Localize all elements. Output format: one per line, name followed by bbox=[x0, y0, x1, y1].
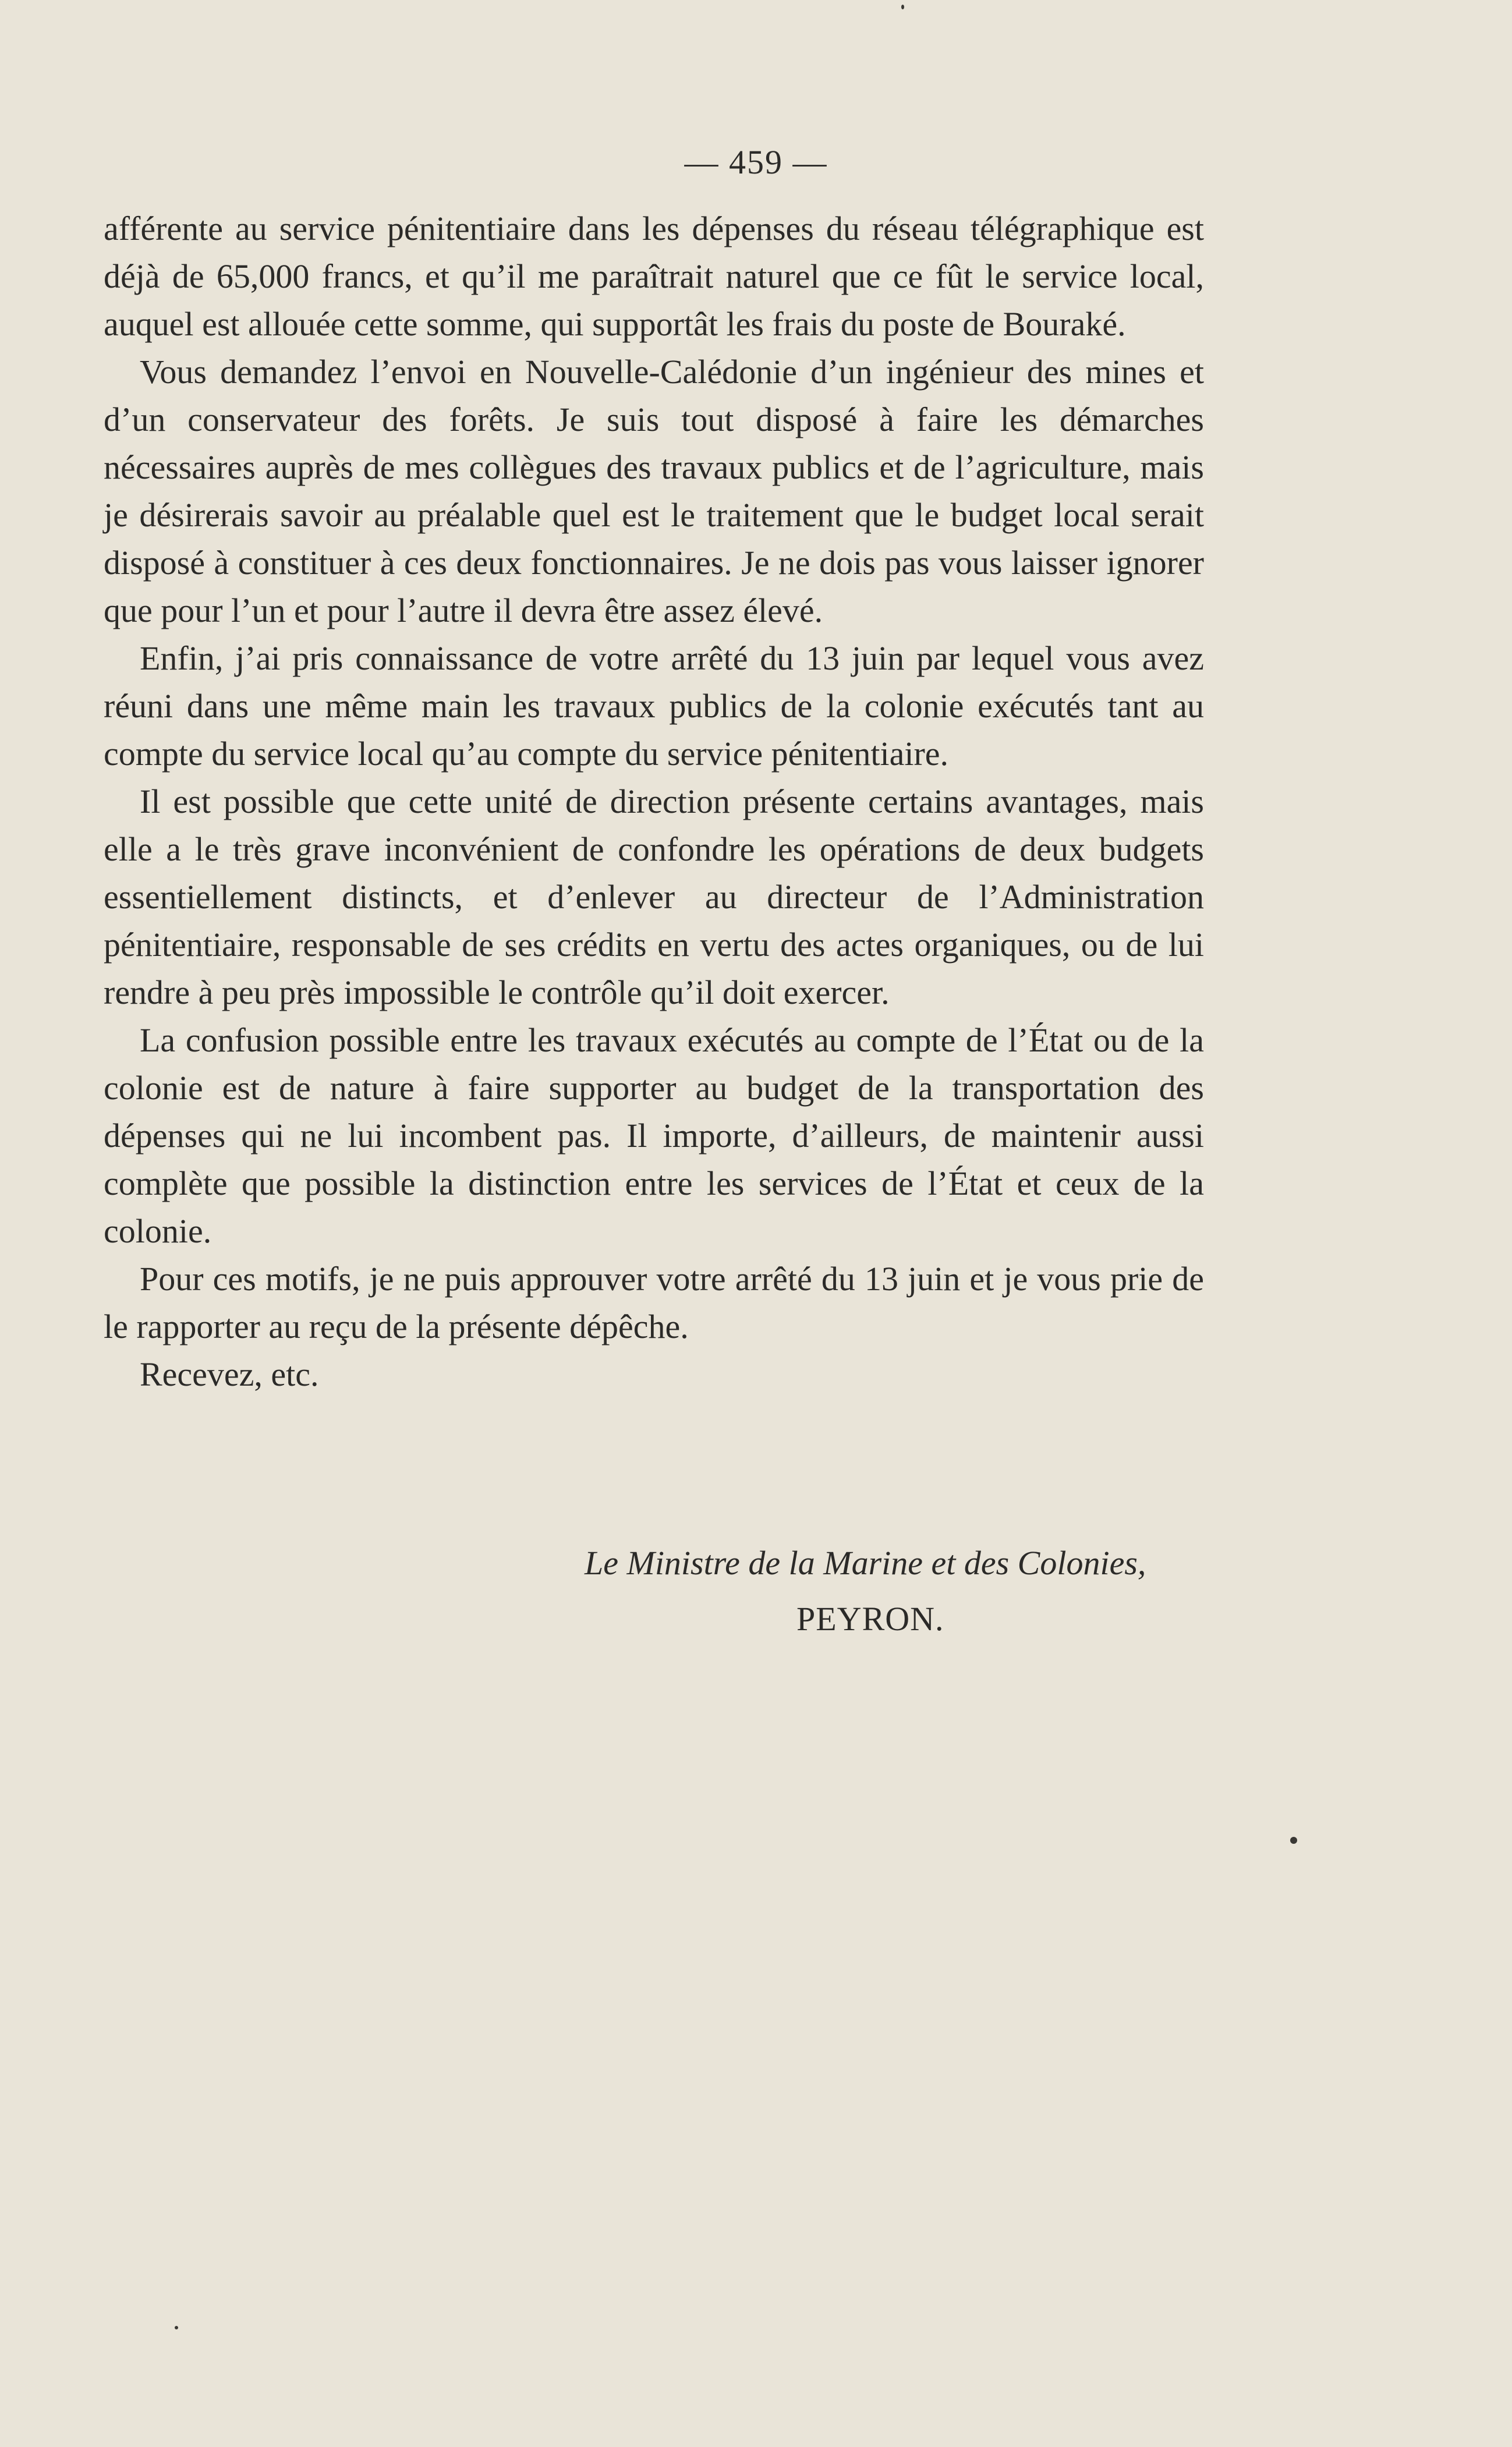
ink-speck bbox=[175, 2326, 178, 2329]
paragraph-6: Pour ces motifs, je ne puis approuver votre arrêté du 13 juin et je vous prie de le rapporter au reçu de la présente dépêche. bbox=[104, 1260, 1204, 1345]
signature-title: Le Ministre de la Marine et des Colonies, bbox=[585, 1544, 1146, 1582]
signature-block bbox=[0, 1537, 1512, 1645]
paragraph-5: La confusion possible entre les travaux exécutés au compte de l’État ou de la colonie est de nature à faire supporter au budget de la transportation des dépenses qui ne lui incombent pas. Il importe, d’ailleurs, de maintenir aussi complète que possible la distinction entre les services de l’État et ceux de la colonie. bbox=[104, 1021, 1204, 1250]
paragraph-7: Recevez, etc. bbox=[140, 1355, 319, 1393]
ink-speck bbox=[1290, 1837, 1297, 1844]
paragraph-1: afférente au service pénitentiaire dans les dépenses du réseau télégraphique est déjà de 65,000 francs, et qu’il me paraîtrait naturel que ce fût le service local, auquel est allouée cette somme, qui supportât les frais du poste de Bouraké. bbox=[104, 210, 1204, 343]
signature-name: PEYRON. bbox=[796, 1600, 944, 1638]
letter-body bbox=[104, 205, 1204, 1398]
ink-speck bbox=[901, 5, 904, 9]
page-number: — 459 — bbox=[684, 143, 828, 181]
paragraph-2: Vous demandez l’envoi en Nouvelle-Calédonie d’un ingénieur des mines et d’un conservateur des forêts. Je suis tout disposé à faire les démarches nécessaires auprès de mes collègues des travaux publics et de l’agriculture, mais je désirerais savoir au préalable quel est le traitement que le budget local serait disposé à constituer à ces deux fonctionnaires. Je ne dois pas vous laisser ignorer que pour l’un et pour l’autre il devra être assez élevé. bbox=[104, 353, 1204, 629]
paragraph-3: Enfin, j’ai pris connaissance de votre arrêté du 13 juin par lequel vous avez réuni dans une même main les travaux publics de la colonie exécutés tant au compte du service local qu’au compte du service pénitentiaire. bbox=[104, 639, 1204, 773]
paragraph-4: Il est possible que cette unité de direction présente certains avantages, mais elle a le très grave inconvénient de confondre les opérations de deux budgets essentiellement distincts, et d’enlever au directeur de l’Administration pénitentiaire, responsable de ses crédits en vertu des actes organiques, ou de lui rendre à peu près impossible le contrôle qu’il doit exercer. bbox=[104, 782, 1204, 1011]
